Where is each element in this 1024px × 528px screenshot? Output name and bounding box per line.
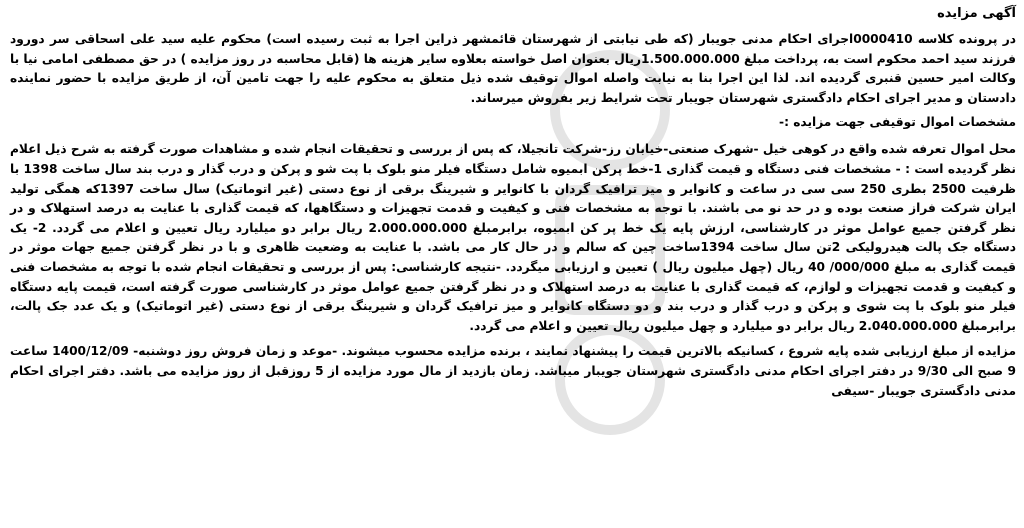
seized-property-heading: مشخصات اموال توقیفی جهت مزایده :- bbox=[779, 115, 1016, 130]
notice-title: آگهی مزایده bbox=[937, 6, 1016, 21]
auction-terms-paragraph: مزایده از مبلغ ارزیابی شده پایه شروع ، کسانیکه بالاترین قیمت را پیشنهاد نمایند ، برنده مزایده محسوب میشوند. -موعد و زمان فروش روز دوشنبه- 1400/12/09 ساعت 9 صبح الی 9/30 در دفتر اجرای احکام مدنی دادگستری شهرستان جویبار میباشد. زمان بازدید از مال مورد مزایده از 5 روزقبل از روز مزایده می باشد. دفتر اجرای احکام مدنی دادگستری جویبار -سیفی bbox=[10, 344, 1016, 398]
case-paragraph: در پرونده کلاسه 0000410اجرای احکام مدنی جویبار (که طی نیابتی از شهرستان قائمشهر ذراین اجرا به ثبت رسیده است) محکوم علیه سید علی اسحاقی سر دورود فرزند سید احمد محکوم است به، پرداخت مبلغ 1.500.000.000ریال بعنوان اصل خواسته بعلاوه سایر هزینه ها (قابل محاسبه در روز مزایده ) در حق مصطفی امامی نیا با وکالت امیر حسین قنبری گردیده اند. لذا این اجرا بنا به نیابت واصله اموال توقیف شده ذیل متعلق به محکوم علیه را جهت تامین آن، از طریق مزایده با حضور نماینده دادستان و مدیر اجرای احکام دادگستری شهرستان جویبار تحت شرایط زیر بفروش میرساند. bbox=[10, 32, 1017, 105]
property-details-paragraph: محل اموال تعرفه شده واقع در کوهی خیل -شهرک صنعتی-خیابان رز-شرکت تانجیلا، که پس از بررسی و تحقیقات انجام شده و مشاهدات صورت گرفته به شرح ذیل اعلام نظر گردیده است : - مشخصات فنی دستگاه و قیمت گذاری 1-خط پرکن ابمیوه شامل دستگاه فیلر منو بلوک با پت شو و پرکن و درب گذار و درب بند سال ساخت 1398 با ظرفیت 2500 بطری 250 سی سی در ساعت و کانوایر و میز ترافیک گردان با کانوایر و شیرینگ برقی از نوع دستی (غیر اتوماتیک) سال ساخت 1397که همگی تولید ایران شرکت فراز صنعت بوده و در حد نو می باشند. با توجه به مشخصات فنی و کیفیت و قدمت تجهیزات و دستگاهها، که قیمت گذاری با عنایت به درصد استهلاک و در نظر گرفتن جمیع عوامل موثر در کارشناسی، ارزش پایه یک خط پر کن ابمیوه، برابرمبلغ 2.000.000.000 ریال برابر دو میلیارد ریال تعیین و اعلام می گردد. 2- یک دستگاه جک پالت هیدرولیکی 2تن سال ساخت 1394ساخت چین که سالم و در حال کار می باشد. با عنایت به وضعیت ظاهری و با در نظر گرفتن جمیع جهات موثر در قیمت گذاری به مبلغ 000/000/ 40 ریال (چهل میلیون ریال ) تعیین و ارزیابی میگردد. -نتیجه کارشناسی: پس از بررسی و تحقیقات انجام شده با توجه به مشخصات فنی و کیفیت و قدمت تجهیزات و لوازم، که قیمت گذاری با عنایت به درصد استهلاک و در نظر گرفتن جمیع عوامل موثر در کارشناسی صورت گرفته است، قیمت پایه دستگاه فیلر منو بلوک با پت شوی و پرکن و درب گذار و درب بند و دو دستگاه کانوایر و میز ترافیک گردان و شیرینگ برقی از نوع دستی (غیر اتوماتیک) و یک عدد جک پالت، برابرمبلغ 2.040.000.000 ریال برابر دو میلیارد و چهل میلیون ریال تعیین و اعلام می گردد. bbox=[10, 142, 1017, 333]
